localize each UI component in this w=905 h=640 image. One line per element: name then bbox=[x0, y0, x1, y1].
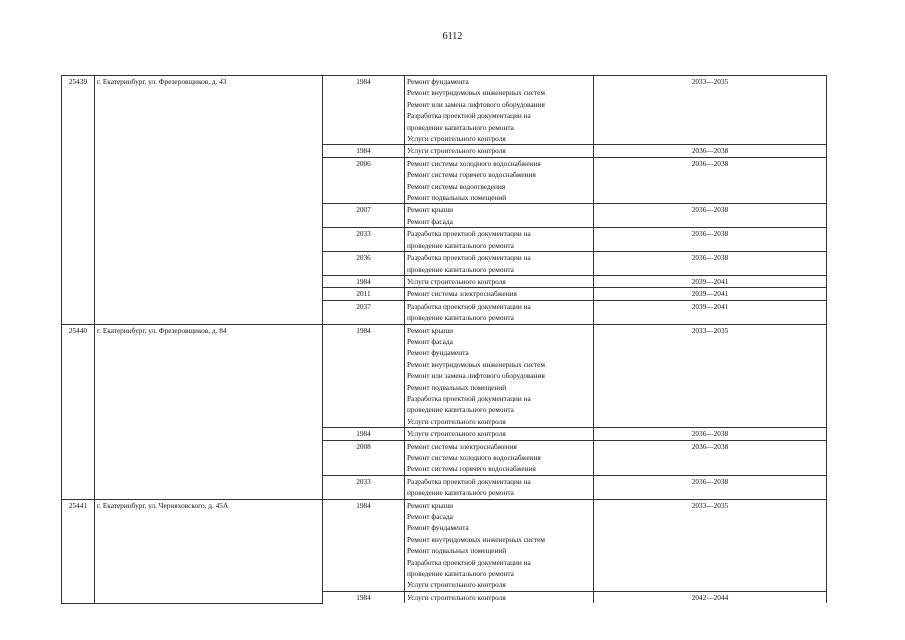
entry-year: 1984 bbox=[323, 76, 405, 145]
building-group bbox=[62, 324, 827, 499]
planned-period: 2036—2038 bbox=[594, 440, 827, 475]
work-item: Услуги строительного контроля bbox=[407, 416, 506, 426]
work-item: Ремонт крыши bbox=[407, 205, 454, 215]
work-item: Разработка проектной документации на bbox=[407, 393, 531, 403]
work-item: проведение капитального ремонта bbox=[407, 405, 514, 415]
building-id: 25441 bbox=[62, 499, 95, 603]
planned-period: 2036—2038 bbox=[594, 204, 827, 228]
planned-period: 2036—2038 bbox=[594, 428, 827, 440]
work-list bbox=[405, 440, 594, 475]
work-item: Разработка проектной документации на bbox=[407, 111, 531, 121]
work-item: Ремонт внутридомовых инженерных систем bbox=[407, 359, 546, 369]
work-item: Ремонт системы горячего водоснабжения bbox=[407, 464, 536, 474]
entry-year: 1984 bbox=[323, 428, 405, 440]
planned-period: 2036—2038 bbox=[594, 228, 827, 252]
work-list bbox=[405, 428, 594, 440]
planned-period: 2039—2041 bbox=[594, 300, 827, 324]
entry-year: 2033 bbox=[323, 475, 405, 499]
work-list bbox=[405, 252, 594, 276]
work-item: Ремонт подвальных помещений bbox=[407, 193, 507, 203]
work-list bbox=[405, 300, 594, 324]
planned-period: 2033—2035 bbox=[594, 324, 827, 428]
page-number: 6112 bbox=[442, 31, 463, 42]
work-item: Ремонт внутридомовых инженерных систем bbox=[407, 534, 546, 544]
entry-year: 2008 bbox=[323, 440, 405, 475]
planned-period: 2036—2038 bbox=[594, 145, 827, 157]
work-item: проведение капитального ремонта bbox=[407, 569, 514, 579]
entry-year: 2037 bbox=[323, 300, 405, 324]
work-list bbox=[405, 157, 594, 204]
work-item: Ремонт системы водоотведения bbox=[407, 181, 506, 191]
work-list bbox=[405, 324, 594, 428]
table-row bbox=[62, 499, 827, 591]
work-item: проведение капитального ремонта bbox=[407, 240, 514, 250]
entry-year: 2007 bbox=[323, 204, 405, 228]
entry-year: 1984 bbox=[323, 324, 405, 428]
work-item: Ремонт фундамента bbox=[407, 348, 469, 358]
repair-schedule-table bbox=[61, 75, 827, 604]
work-item: Услуги строительного контроля bbox=[407, 429, 506, 439]
planned-period: 2033—2035 bbox=[594, 76, 827, 145]
work-list bbox=[405, 591, 594, 603]
building-id: 25439 bbox=[62, 76, 95, 325]
table-row bbox=[62, 76, 827, 145]
entry-year: 1984 bbox=[323, 145, 405, 157]
planned-period: 2033—2035 bbox=[594, 499, 827, 591]
building-address: г. Екатеринбург, ул. Фрезеровщиков, д. 84 bbox=[95, 324, 323, 499]
work-item: Ремонт крыши bbox=[407, 325, 454, 335]
entry-year: 1984 bbox=[323, 499, 405, 591]
work-item: Ремонт фасада bbox=[407, 512, 453, 522]
work-item: Ремонт фундамента bbox=[407, 523, 469, 533]
entry-year: 2033 bbox=[323, 228, 405, 252]
work-item: Ремонт подвальных помещений bbox=[407, 546, 507, 556]
work-item: Ремонт системы холодного водоснабжения bbox=[407, 453, 541, 462]
entry-year: 2006 bbox=[323, 157, 405, 204]
planned-period: 2036—2038 bbox=[594, 252, 827, 276]
building-group bbox=[62, 499, 827, 603]
planned-period: 2039—2041 bbox=[594, 288, 827, 300]
work-item: Ремонт системы электроснабжения bbox=[407, 441, 517, 451]
work-item: Ремонт фундамента bbox=[407, 77, 469, 86]
table-row bbox=[62, 324, 827, 428]
work-item: проведение капитального ремонта bbox=[407, 488, 514, 498]
entry-year: 2036 bbox=[323, 252, 405, 276]
building-address: г. Екатеринбург, ул. Черняховского, д. 45А bbox=[95, 499, 323, 603]
work-list bbox=[405, 228, 594, 252]
entry-year: 1984 bbox=[323, 591, 405, 603]
work-item: Ремонт системы электроснабжения bbox=[407, 289, 517, 299]
work-item: Услуги строительного контроля bbox=[407, 580, 506, 590]
work-list bbox=[405, 204, 594, 228]
entry-year: 2011 bbox=[323, 288, 405, 300]
work-item: проведение капитального ремонта bbox=[407, 122, 514, 132]
work-item: проведение капитального ремонта bbox=[407, 313, 514, 323]
work-item: Ремонт фасада bbox=[407, 336, 453, 346]
entry-year: 1984 bbox=[323, 275, 405, 287]
work-item: Услуги строительного контроля bbox=[407, 134, 506, 144]
work-list bbox=[405, 275, 594, 287]
planned-period: 2042—2044 bbox=[594, 591, 827, 603]
planned-period: 2039—2041 bbox=[594, 275, 827, 287]
work-list bbox=[405, 288, 594, 300]
work-item: Ремонт подвальных помещений bbox=[407, 382, 507, 392]
work-list bbox=[405, 475, 594, 499]
work-list bbox=[405, 76, 594, 145]
work-item: Услуги строительного контроля bbox=[407, 276, 506, 286]
work-item: Услуги строительного контроля bbox=[407, 146, 506, 156]
work-item: проведение капитального ремонта bbox=[407, 264, 514, 274]
planned-period: 2036—2038 bbox=[594, 157, 827, 204]
work-item: Ремонт или замена лифтового оборудования bbox=[407, 99, 545, 109]
building-group bbox=[62, 76, 827, 325]
work-list bbox=[405, 499, 594, 591]
building-address: г. Екатеринбург, ул. Фрезеровщиков, д. 43 bbox=[95, 76, 323, 325]
work-item: Ремонт фасада bbox=[407, 216, 453, 226]
work-item: Разработка проектной документации на bbox=[407, 476, 531, 486]
work-item: Разработка проектной документации на bbox=[407, 301, 531, 311]
work-item: Ремонт крыши bbox=[407, 500, 454, 510]
work-list bbox=[405, 145, 594, 157]
work-item: Разработка проектной документации на bbox=[407, 253, 531, 263]
planned-period: 2036—2038 bbox=[594, 475, 827, 499]
work-item: Разработка проектной документации на bbox=[407, 557, 531, 567]
work-item: Ремонт внутридомовых инженерных систем bbox=[407, 88, 546, 98]
work-item: Ремонт или замена лифтового оборудования bbox=[407, 371, 545, 381]
building-id: 25440 bbox=[62, 324, 95, 499]
work-item: Ремонт системы холодного водоснабжения bbox=[407, 158, 541, 168]
work-item: Услуги строительного контроля bbox=[407, 592, 506, 602]
work-item: Разработка проектной документации на bbox=[407, 229, 531, 239]
work-item: Ремонт системы горячего водоснабжения bbox=[407, 170, 536, 180]
